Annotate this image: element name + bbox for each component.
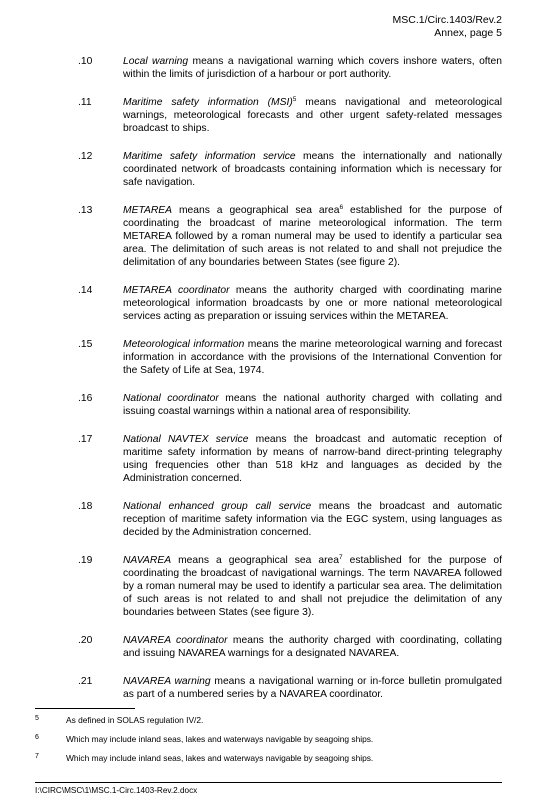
definition-term: Maritime safety information service — [123, 151, 296, 162]
definition-number: .12 — [78, 151, 93, 162]
definition-text: means the authority charged with coordinating, collating and issuing NAVAREA warnings for a designated NAVAREA. — [123, 635, 502, 659]
definition-item — [0, 392, 542, 418]
definition-term: National NAVTEX service — [123, 434, 249, 445]
file-path: I:\CIRC\MSC\1\MSC.1-Circ.1403-Rev.2.docx — [35, 786, 198, 795]
footnotes-list — [0, 715, 542, 772]
definition-text: means the marine meteorological warning and forecast information in accordance with the provisions of the International Convention for the Safety of Life at Sea, 1974. — [123, 339, 502, 376]
definition-item — [0, 554, 542, 619]
definition-term: NAVAREA coordinator — [123, 635, 228, 646]
footer-separator — [35, 782, 502, 783]
definition-number: .16 — [78, 393, 93, 404]
definition-text: means a geographical sea area — [172, 205, 340, 216]
page-header — [392, 14, 502, 40]
definition-item — [0, 204, 542, 269]
definition-item — [0, 150, 542, 189]
definition-text: means a geographical sea area — [171, 555, 340, 566]
definition-term: METAREA coordinator — [123, 285, 230, 296]
footnote-number: 7 — [35, 753, 39, 760]
definition-term: Maritime safety information (MSI) — [123, 97, 293, 108]
footnote-text: Which may include inland seas, lakes and waterways navigable by seagoing ships. — [66, 753, 374, 763]
footnote-reference[interactable]: 6 — [339, 204, 344, 211]
footnote-reference[interactable]: 5 — [292, 96, 297, 103]
definition-number: .18 — [78, 501, 93, 512]
footnote-separator — [35, 708, 135, 709]
definition-term: NAVAREA warning — [123, 676, 211, 687]
definition-item — [0, 500, 542, 539]
definition-text: means the internationally and nationally coordinated network of broadcasts containing information which is necessary for safe navigation. — [123, 151, 502, 188]
definition-number: .10 — [78, 56, 93, 67]
definition-text: means the national authority charged with collating and issuing coastal warnings within a national area of responsibility. — [123, 393, 503, 417]
definition-term: Meteorological information — [123, 339, 245, 350]
definition-number: .17 — [78, 434, 93, 445]
definition-text: means a navigational warning which covers inshore waters, often within the limits of jurisdiction of a harbour or port authority. — [123, 56, 502, 80]
definition-item — [0, 433, 542, 485]
definition-item — [0, 675, 542, 701]
definition-text: means the broadcast and automatic reception of maritime safety information via the EGC system, using languages as decided by the Administration concerned. — [123, 501, 503, 538]
definition-item — [0, 284, 542, 323]
definition-number: .15 — [78, 339, 93, 350]
definition-number: .13 — [78, 205, 93, 216]
footnote-item — [0, 753, 542, 764]
definition-item — [0, 634, 542, 660]
definition-text: means the broadcast and automatic reception of maritime safety information by means of narrow-band direct-printing telegraphy using frequencies other than 518 kHz and languages as decided by the Administration concerned. — [123, 434, 503, 484]
definition-item — [0, 338, 542, 377]
definitions-list — [0, 55, 542, 716]
footnote-reference[interactable]: 7 — [339, 554, 343, 561]
definition-number: .21 — [78, 676, 93, 687]
definition-text: established for the purpose of coordinating the broadcast of marine meteorological information. The term METAREA followed by a roman numeral may be used to identify a particular sea area. The delimitation of such areas is not related to and shall not prejudice the delimitation of any boundaries between States (see figure 2). — [123, 205, 502, 268]
definition-term: National coordinator — [123, 393, 219, 404]
footnote-number: 6 — [35, 734, 39, 741]
footnote-text: Which may include inland seas, lakes and waterways navigable by seagoing ships. — [66, 734, 374, 744]
definition-term: NAVAREA — [123, 555, 172, 566]
document-symbol: MSC.1/Circ.1403/Rev.2 — [392, 14, 502, 26]
definition-item — [0, 96, 542, 135]
definition-number: .19 — [78, 555, 93, 566]
definition-text: means navigational and meteorological warnings, meteorological forecasts and other urgent safety-related messages broadcast to ships. — [123, 97, 502, 134]
footnote-item — [0, 715, 542, 726]
definition-item — [0, 55, 542, 81]
footnote-item — [0, 734, 542, 745]
definition-term: National enhanced group call service — [123, 501, 312, 512]
definition-text: means a navigational warning or in-force bulletin promulgated as part of a numbered series by a NAVAREA coordinator. — [123, 676, 502, 700]
footnote-number: 5 — [35, 715, 39, 722]
page-reference: Annex, page 5 — [434, 27, 502, 39]
definition-number: .20 — [78, 635, 93, 646]
definition-text: established for the purpose of coordinating the broadcast of navigational warnings. The term NAVAREA followed by a roman numeral may be used to identify a particular sea area. The delimitation of such areas is not related to and shall not prejudice the delimitation of any boundaries between States (see figure 3). — [123, 555, 502, 618]
definition-number: .11 — [78, 97, 92, 108]
definition-number: .14 — [78, 285, 93, 296]
definition-text: means the authority charged with coordinating marine meteorological information broadcasts by one or more national meteorological services acting as preparation or issuing services within the METAREA. — [123, 285, 502, 322]
definition-term: METAREA — [123, 205, 173, 216]
footnote-text: As defined in SOLAS regulation IV/2. — [66, 715, 204, 725]
definition-term: Local warning — [123, 56, 189, 67]
